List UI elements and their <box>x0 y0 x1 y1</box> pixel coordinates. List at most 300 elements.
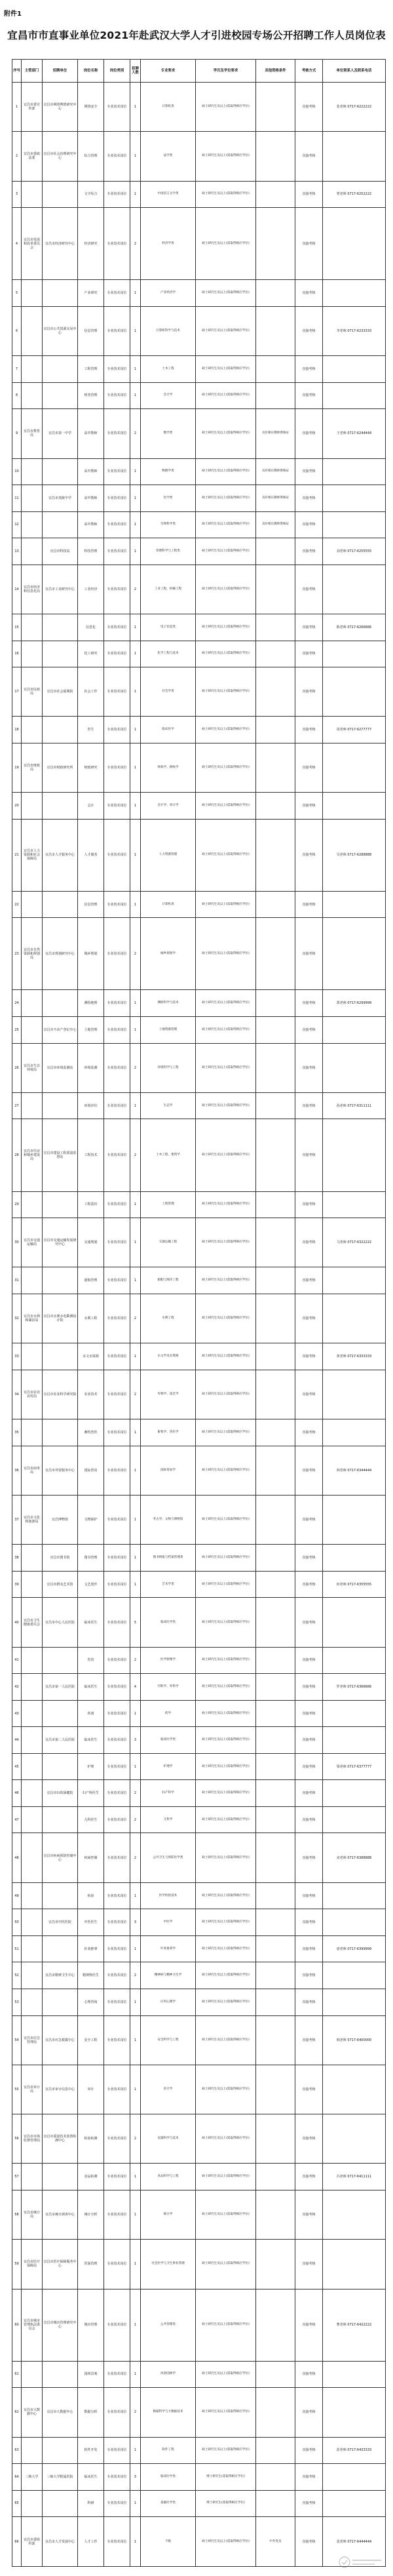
col-header-dept: 主管部门 <box>22 60 43 83</box>
cell-contact <box>323 485 386 512</box>
table-row <box>12 667 386 717</box>
cell-exam: 直接考核 <box>295 458 323 485</box>
cell-count: 2 <box>130 1962 141 1989</box>
cell-exam: 直接考核 <box>295 409 323 458</box>
cell-dept: 宜昌市委组织部 <box>22 2517 43 2567</box>
cell-unit <box>43 1267 78 1294</box>
cell-post: 儿科医生 <box>78 1806 104 1833</box>
cell-major: 数据科学与大数据技术 <box>141 2388 196 2437</box>
cell-seq: 14 <box>12 565 22 614</box>
cell-category: 专业技术岗位 <box>104 1935 130 1962</box>
cell-seq: 3 <box>12 181 22 208</box>
cell-count: 1 <box>130 2164 141 2190</box>
cell-count: 1 <box>130 614 141 641</box>
table-row <box>12 458 386 485</box>
cell-post: 经济研究 <box>78 208 104 280</box>
cell-exam: 直接考核 <box>295 1370 323 1419</box>
cell-exam: 直接考核 <box>295 1294 323 1343</box>
cell-education: 硕士研究生及以上(需取得相应学位) <box>196 2190 256 2240</box>
cell-post: 数据分析 <box>78 2388 104 2437</box>
cell-seq: 55 <box>12 2065 22 2114</box>
cell-education: 硕士研究生及以上(需取得相应学位) <box>196 181 256 208</box>
table-row <box>12 918 386 990</box>
cell-post: 妇产科医生 <box>78 1780 104 1807</box>
cell-count: 2 <box>130 1780 141 1807</box>
cell-education: 硕士研究生及以上(需取得相应学位) <box>196 1043 256 1092</box>
cell-education: 硕士研究生及以上(需取得相应学位) <box>196 1446 256 1495</box>
cell-unit <box>43 891 78 918</box>
cell-category: 专业技术岗位 <box>104 1092 130 1119</box>
watermark-logo <box>338 2555 384 2569</box>
cell-contact <box>323 1419 386 1446</box>
cell-dept <box>22 1092 43 1119</box>
cell-count: 1 <box>130 2065 141 2114</box>
cell-contact <box>323 2114 386 2164</box>
table-row <box>12 2015 386 2065</box>
cell-seq: 47 <box>12 1806 22 1833</box>
cell-contact <box>323 1267 386 1294</box>
cell-contact <box>323 382 386 409</box>
cell-other <box>256 891 295 918</box>
cell-contact <box>323 1780 386 1807</box>
cell-dept <box>22 511 43 538</box>
cell-other <box>256 181 295 208</box>
cell-post: 临床医生 <box>78 1727 104 1754</box>
table-row <box>12 2490 386 2517</box>
table-row <box>12 1545 386 1572</box>
cell-seq: 15 <box>12 614 22 641</box>
table-row <box>12 1833 386 1882</box>
cell-post: 高中教师 <box>78 458 104 485</box>
cell-exam: 直接考核 <box>295 1495 323 1544</box>
cell-category: 专业技术岗位 <box>104 1191 130 1218</box>
cell-category: 专业技术岗位 <box>104 614 130 641</box>
cell-education: 硕士研究生及以上(需取得相应学位) <box>196 1370 256 1419</box>
cell-unit <box>43 280 78 307</box>
cell-post: 化工研究 <box>78 641 104 667</box>
cell-major: 审计学 <box>141 2065 196 2114</box>
cell-contact: 彭老师 0717-6433333 <box>323 2437 386 2464</box>
cell-post: 文艺创作 <box>78 1571 104 1598</box>
cell-unit: 宜昌市规划研究中心 <box>43 918 78 990</box>
cell-education: 硕士研究生及以上(需取得相应学位) <box>196 1935 256 1962</box>
cell-unit: 宜昌市医疗保障服务中心 <box>43 2240 78 2289</box>
cell-contact: 韩老师 0717-6400000 <box>323 2015 386 2065</box>
cell-post: 软件开发 <box>78 2437 104 2464</box>
cell-count: 1 <box>130 1267 141 1294</box>
cell-other <box>256 1419 295 1446</box>
cell-dept: 宜昌市统计局 <box>22 2190 43 2240</box>
cell-unit: 宜昌市疾病预防控制中心 <box>43 1833 78 1882</box>
cell-education: 硕士研究生及以上(需取得相应学位) <box>196 1700 256 1727</box>
cell-exam: 直接考核 <box>295 1882 323 1909</box>
cell-category: 专业技术岗位 <box>104 1753 130 1780</box>
col-header-exam: 考核方式 <box>295 60 323 83</box>
cell-exam: 直接考核 <box>295 1043 323 1092</box>
watermark-icon <box>338 2555 384 2569</box>
cell-dept: 宜昌市住房和城乡建设局 <box>22 1119 43 1191</box>
cell-major: 交通运输工程 <box>141 1218 196 1267</box>
cell-category: 专业技术岗位 <box>104 793 130 820</box>
table-row <box>12 891 386 918</box>
recruitment-table-container <box>12 59 385 2567</box>
cell-contact <box>323 458 386 485</box>
cell-dept <box>22 1647 43 1674</box>
cell-dept <box>22 2361 43 2388</box>
table-row <box>12 2114 386 2164</box>
cell-other <box>256 819 295 891</box>
cell-dept <box>22 2437 43 2464</box>
cell-category: 专业技术岗位 <box>104 1700 130 1727</box>
cell-other <box>256 1780 295 1807</box>
cell-exam: 直接考核 <box>295 2464 323 2491</box>
table-row <box>12 2361 386 2388</box>
cell-unit <box>43 2164 78 2190</box>
cell-post: 环境监测 <box>78 1043 104 1092</box>
recruitment-table <box>12 59 386 2567</box>
table-row <box>12 2164 386 2190</box>
cell-other <box>256 614 295 641</box>
cell-major: 药学 <box>141 1700 196 1727</box>
cell-education: 硕士研究生及以上(需取得相应学位) <box>196 1909 256 1936</box>
cell-major: 医学影像学 <box>141 1647 196 1674</box>
cell-education: 硕士研究生及以上(需取得相应学位) <box>196 356 256 383</box>
cell-seq: 59 <box>12 2240 22 2289</box>
cell-post: 城乡规划 <box>78 918 104 990</box>
cell-count: 1 <box>130 1495 141 1544</box>
cell-category: 专业技术岗位 <box>104 918 130 990</box>
cell-education: 硕士研究生及以上(需取得相应学位) <box>196 614 256 641</box>
cell-education: 硕士研究生及以上(需取得相应学位) <box>196 485 256 512</box>
cell-count: 1 <box>130 1419 141 1446</box>
cell-seq: 44 <box>12 1727 22 1754</box>
cell-category: 专业技术岗位 <box>104 2164 130 2190</box>
cell-count: 1 <box>130 511 141 538</box>
cell-seq: 60 <box>12 2289 22 2361</box>
cell-post: 财政研究 <box>78 743 104 792</box>
cell-dept: 宜昌市农业农村局 <box>22 1370 43 1419</box>
cell-education: 硕士研究生及以上(需取得相应学位) <box>196 1882 256 1909</box>
cell-count: 1 <box>130 1218 141 1267</box>
cell-major: 计算机类 <box>141 83 196 132</box>
cell-major: 城乡规划学 <box>141 918 196 990</box>
cell-contact <box>323 2240 386 2289</box>
cell-category: 专业技术岗位 <box>104 1882 130 1909</box>
cell-major: 仪器科学与技术 <box>141 2114 196 2164</box>
cell-major: 经济学类 <box>141 208 196 280</box>
cell-other <box>256 1989 295 2015</box>
cell-seq: 30 <box>12 1218 22 1267</box>
cell-education: 硕士研究生及以上(需取得相应学位) <box>196 2517 256 2567</box>
cell-other <box>256 1598 295 1647</box>
col-header-major: 专业要求 <box>141 60 196 83</box>
cell-exam: 直接考核 <box>295 181 323 208</box>
cell-count: 2 <box>130 208 141 280</box>
cell-category: 专业技术岗位 <box>104 83 130 132</box>
cell-other <box>256 2114 295 2164</box>
cell-education: 硕士研究生及以上(需取得相应学位) <box>196 1806 256 1833</box>
cell-unit: 宜昌市人才服务中心 <box>43 819 78 891</box>
cell-unit: 宜昌市环境监测站 <box>43 1043 78 1092</box>
table-row <box>12 1043 386 1092</box>
cell-other <box>256 1446 295 1495</box>
cell-dept: 宜昌市文化和旅游局 <box>22 1495 43 1544</box>
cell-education: 硕士研究生及以上(需取得相应学位) <box>196 132 256 181</box>
cell-seq: 29 <box>12 1191 22 1218</box>
cell-dept: 宜昌市医疗保障局 <box>22 2240 43 2289</box>
cell-education: 硕士研究生及以上(需取得相应学位) <box>196 306 256 355</box>
cell-contact: 罗老师 0717-6366666 <box>323 1674 386 1701</box>
cell-category: 专业技术岗位 <box>104 1962 130 1989</box>
cell-seq: 39 <box>12 1571 22 1598</box>
cell-post: 信息管理 <box>78 306 104 355</box>
table-body <box>12 83 386 2567</box>
table-row <box>12 1267 386 1294</box>
cell-other: 具有相应教师资格证 <box>256 409 295 458</box>
cell-exam: 直接考核 <box>295 1191 323 1218</box>
cell-post: 工程造价 <box>78 1191 104 1218</box>
cell-count: 1 <box>130 306 141 355</box>
cell-dept <box>22 1545 43 1572</box>
cell-count: 1 <box>130 538 141 565</box>
cell-category: 专业技术岗位 <box>104 717 130 743</box>
cell-exam: 直接考核 <box>295 2015 323 2065</box>
table-row <box>12 2464 386 2491</box>
cell-other <box>256 1370 295 1419</box>
table-row <box>12 1343 386 1370</box>
cell-contact: 李老师 0717-6233333 <box>323 306 386 355</box>
cell-other: 具有相应教师资格证 <box>256 458 295 485</box>
table-row <box>12 181 386 208</box>
cell-education: 硕士研究生及以上(需取得相应学位) <box>196 1962 256 1989</box>
cell-exam: 直接考核 <box>295 565 323 614</box>
cell-major: 计算机类 <box>141 891 196 918</box>
cell-category: 专业技术岗位 <box>104 1833 130 1882</box>
cell-seq: 66 <box>12 2517 22 2567</box>
cell-contact <box>323 1989 386 2015</box>
cell-count: 3 <box>130 1909 141 1936</box>
cell-count: 1 <box>130 743 141 792</box>
cell-unit: 宜昌市应急救援中心 <box>43 2015 78 2065</box>
cell-unit <box>43 458 78 485</box>
cell-education: 硕士研究生及以上(需取得相应学位) <box>196 409 256 458</box>
cell-exam: 直接考核 <box>295 208 323 280</box>
cell-other <box>256 1294 295 1343</box>
cell-dept: 宜昌市自然资源和规划局 <box>22 918 43 990</box>
col-header-seq: 序号 <box>12 60 22 83</box>
cell-seq: 2 <box>12 132 22 181</box>
cell-education: 硕士研究生及以上(需取得相应学位) <box>196 1017 256 1044</box>
cell-contact <box>323 1882 386 1909</box>
cell-count: 1 <box>130 2361 141 2388</box>
cell-count: 1 <box>130 1935 141 1962</box>
cell-seq: 65 <box>12 2490 22 2517</box>
col-header-post: 岗位名称 <box>78 60 104 83</box>
cell-other <box>256 1495 295 1544</box>
cell-post: 审计 <box>78 2065 104 2114</box>
cell-other <box>256 2437 295 2464</box>
cell-exam: 直接考核 <box>295 1780 323 1807</box>
cell-exam: 直接考核 <box>295 1218 323 1267</box>
cell-category: 专业技术岗位 <box>104 2517 130 2567</box>
cell-major: 物理学类 <box>141 458 196 485</box>
cell-unit <box>43 2490 78 2517</box>
cell-contact <box>323 2388 386 2437</box>
cell-major: 环境科学与工程 <box>141 1043 196 1092</box>
cell-seq: 11 <box>12 485 22 512</box>
table-row <box>12 717 386 743</box>
cell-unit: 宜昌市公共资源交易中心 <box>43 306 78 355</box>
cell-dept <box>22 1753 43 1780</box>
cell-exam: 直接考核 <box>295 1700 323 1727</box>
cell-dept <box>22 1571 43 1598</box>
cell-seq: 62 <box>12 2388 22 2437</box>
cell-count: 1 <box>130 1989 141 2015</box>
cell-category: 专业技术岗位 <box>104 1909 130 1936</box>
cell-dept: 宜昌市水利和湖泊局 <box>22 1294 43 1343</box>
cell-post: 社会工作 <box>78 667 104 717</box>
cell-category: 专业技术岗位 <box>104 1343 130 1370</box>
cell-other <box>256 1343 295 1370</box>
cell-contact: 吴老师 0717-6288888 <box>323 819 386 891</box>
cell-education: 硕士研究生及以上(需取得相应学位) <box>196 565 256 614</box>
cell-post: 统计分析 <box>78 2190 104 2240</box>
cell-other <box>256 356 295 383</box>
cell-education: 硕士研究生及以上(需取得相应学位) <box>196 1092 256 1119</box>
cell-seq: 12 <box>12 511 22 538</box>
col-header-unit: 招聘单位 <box>43 60 78 83</box>
cell-category: 专业技术岗位 <box>104 1017 130 1044</box>
cell-education: 硕士研究生及以上(需取得相应学位) <box>196 2065 256 2114</box>
cell-unit <box>43 1419 78 1446</box>
cell-exam: 直接考核 <box>295 1935 323 1962</box>
cell-seq: 64 <box>12 2464 22 2491</box>
cell-education: 硕士研究生及以上(需取得相应学位) <box>196 1294 256 1343</box>
cell-major: 土地资源管理 <box>141 1017 196 1044</box>
cell-contact <box>323 1119 386 1191</box>
cell-category: 专业技术岗位 <box>104 2361 130 2388</box>
cell-education: 硕士研究生及以上(需取得相应学位) <box>196 458 256 485</box>
cell-category: 专业技术岗位 <box>104 2464 130 2491</box>
cell-exam: 直接考核 <box>295 1343 323 1370</box>
cell-post: 会计 <box>78 793 104 820</box>
cell-unit: 宜昌市第一中学 <box>43 409 78 458</box>
cell-contact <box>323 280 386 307</box>
cell-post: 国际贸易 <box>78 1446 104 1495</box>
table-row <box>12 538 386 565</box>
table-row <box>12 1571 386 1598</box>
cell-education: 硕士研究生及以上(需取得相应学位) <box>196 1647 256 1674</box>
cell-dept <box>22 1267 43 1294</box>
table-row <box>12 2240 386 2289</box>
cell-unit: 宜昌市妇幼保健院 <box>43 1780 78 1807</box>
table-row <box>12 2289 386 2361</box>
cell-count: 1 <box>130 83 141 132</box>
cell-dept: 宜昌市应急管理局 <box>22 2015 43 2065</box>
cell-exam: 直接考核 <box>295 280 323 307</box>
table-row <box>12 382 386 409</box>
cell-category: 专业技术岗位 <box>104 1674 130 1701</box>
cell-unit: 宜昌市图书馆 <box>43 1545 78 1572</box>
table-row <box>12 641 386 667</box>
cell-contact: 郑老师 0717-6299999 <box>323 990 386 1017</box>
cell-count: 2 <box>130 1370 141 1419</box>
cell-count: 1 <box>130 717 141 743</box>
cell-contact <box>323 1647 386 1674</box>
cell-major: 法学类 <box>141 132 196 181</box>
cell-seq: 52 <box>12 1962 22 1989</box>
cell-major: 数学类 <box>141 409 196 458</box>
cell-contact <box>323 1017 386 1044</box>
cell-post: 畜牧兽医 <box>78 1419 104 1446</box>
cell-contact <box>323 511 386 538</box>
cell-exam: 直接考核 <box>295 819 323 891</box>
cell-post: 文物保护 <box>78 1495 104 1544</box>
cell-education: 硕士研究生及以上(需取得相应学位) <box>196 2015 256 2065</box>
cell-contact: 陈老师 0717-6266666 <box>323 614 386 641</box>
cell-exam: 直接考核 <box>295 1446 323 1495</box>
col-header-count: 招聘人数 <box>130 60 141 83</box>
cell-exam: 直接考核 <box>295 1647 323 1674</box>
cell-major: 精神病与精神卫生学 <box>141 1962 196 1989</box>
cell-count: 5 <box>130 1598 141 1647</box>
cell-education: 硕士研究生及以上(需取得相应学位) <box>196 1218 256 1267</box>
cell-unit <box>43 1700 78 1727</box>
cell-seq: 41 <box>12 1647 22 1674</box>
cell-dept: 宜昌市市场监督管理局 <box>22 2114 43 2164</box>
cell-other <box>256 1267 295 1294</box>
cell-other <box>256 641 295 667</box>
cell-major: 基础医学类 <box>141 2490 196 2517</box>
cell-category: 专业技术岗位 <box>104 2490 130 2517</box>
cell-major: 医学检验技术 <box>141 1882 196 1909</box>
cell-exam: 直接考核 <box>295 1909 323 1936</box>
cell-dept <box>22 2490 43 2517</box>
cell-major: 会计学、审计学 <box>141 793 196 820</box>
cell-post: 工程管理 <box>78 356 104 383</box>
cell-major: 临床医学类 <box>141 2464 196 2491</box>
table-row <box>12 2388 386 2437</box>
cell-exam: 直接考核 <box>295 2490 323 2517</box>
cell-contact <box>323 1962 386 1989</box>
cell-exam: 直接考核 <box>295 2437 323 2464</box>
cell-seq: 13 <box>12 538 22 565</box>
cell-seq: 10 <box>12 458 22 485</box>
table-row <box>12 1882 386 1909</box>
cell-seq: 35 <box>12 1419 22 1446</box>
table-row <box>12 1218 386 1267</box>
cell-contact <box>323 1043 386 1092</box>
table-row <box>12 511 386 538</box>
cell-unit <box>43 356 78 383</box>
cell-dept <box>22 990 43 1017</box>
table-row <box>12 485 386 512</box>
cell-seq: 54 <box>12 2015 22 2065</box>
cell-unit: 宜昌市经济研究中心 <box>43 208 78 280</box>
cell-dept <box>22 1343 43 1370</box>
cell-post: 精神科医生 <box>78 1962 104 1989</box>
cell-post: 测绘地理 <box>78 990 104 1017</box>
cell-post: 药剂 <box>78 1700 104 1727</box>
cell-exam: 直接考核 <box>295 1833 323 1882</box>
cell-education: 硕士研究生及以上(需取得相应学位) <box>196 1727 256 1754</box>
cell-exam: 直接考核 <box>295 2361 323 2388</box>
cell-seq: 9 <box>12 409 22 458</box>
cell-contact: 宋老师 0717-6388888 <box>323 1833 386 1882</box>
cell-other <box>256 1017 295 1044</box>
cell-post: 人才工作 <box>78 2517 104 2567</box>
cell-unit <box>43 1935 78 1962</box>
